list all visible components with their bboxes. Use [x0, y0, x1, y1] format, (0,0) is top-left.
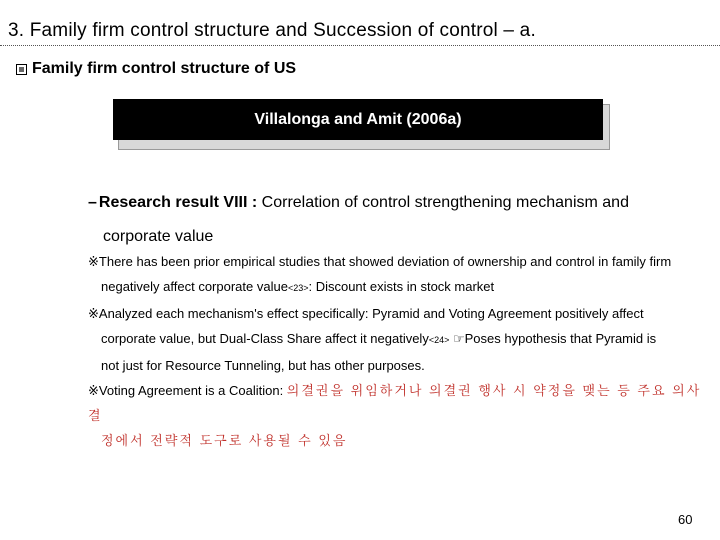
citation-banner	[113, 99, 603, 140]
pointing-hand-icon: ☞	[452, 331, 465, 346]
note-text: There has been prior empirical studies that showed deviation of ownership and control in family firm	[98, 254, 672, 269]
slide-title: 3. Family firm control structure and Succession of control – a.	[8, 20, 536, 41]
title-divider	[0, 45, 720, 46]
research-lead: Research result VIII :	[98, 194, 258, 211]
reference-mark-icon: ※	[88, 306, 99, 321]
note-text: corporate value, but Dual-Class Share affect it negatively	[101, 331, 429, 346]
note-mechanism-analysis	[88, 301, 720, 378]
note-text: negatively affect corporate value	[101, 279, 288, 294]
note-prior-studies	[88, 249, 720, 301]
note-continuation: not just for Resource Tunneling, but has other purposes.	[101, 358, 425, 373]
note-text: Poses hypothesis that Pyramid is	[464, 331, 657, 346]
note-voting-agreement	[88, 378, 720, 453]
note-continuation	[88, 274, 720, 301]
research-result	[88, 186, 708, 254]
page-number: 60	[678, 512, 693, 527]
reference-mark-icon: ※	[88, 383, 99, 398]
dash-bullet: –	[88, 194, 97, 211]
note-korean-text: 의결권을 위임하거나 의결권 행사 시 약정을 맺는 등 주요 의사 결	[88, 383, 702, 423]
citation-ref: <23>	[287, 283, 309, 293]
citation-ref: <24>	[428, 335, 450, 345]
note-korean-continuation: 정에서 전략적 도구로 사용될 수 있음	[101, 433, 348, 448]
note-text: Voting Agreement is a Coalition:	[98, 383, 287, 398]
note-text: : Discount exists in stock market	[308, 279, 495, 294]
note-continuation	[88, 326, 720, 353]
research-continuation: corporate value	[103, 228, 214, 245]
section-heading	[16, 60, 296, 78]
square-bullet-icon	[16, 64, 27, 75]
note-text: Analyzed each mechanism's effect specifically: Pyramid and Voting Agreement positively affect	[98, 306, 644, 321]
notes-list	[88, 249, 720, 453]
reference-mark-icon: ※	[88, 254, 99, 269]
banner-text: Villalonga and Amit (2006a)	[254, 110, 462, 128]
section-label: Family firm control structure of US	[32, 60, 297, 77]
research-text: Correlation of control strengthening mechanism and	[261, 194, 629, 211]
